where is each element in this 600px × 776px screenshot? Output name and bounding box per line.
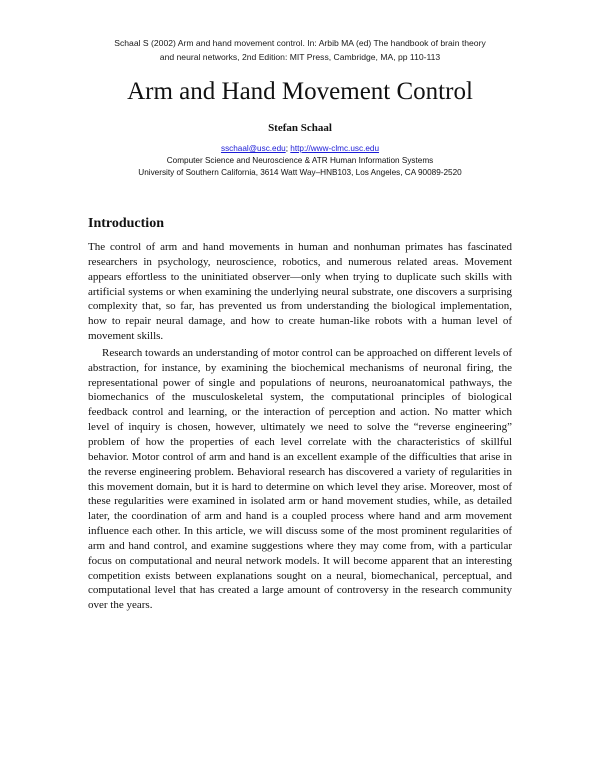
citation-header <box>40 36 560 64</box>
citation-line-1: Schaal S (2002) Arm and hand movement control. In: Arbib MA (ed) The handbook of brain theory <box>114 38 486 48</box>
citation-line-2: and neural networks, 2nd Edition: MIT Press, Cambridge, MA, pp 110-113 <box>159 52 441 62</box>
paragraph-1: The control of arm and hand movements in human and nonhuman primates has fascinated researchers in psychology, neuroscience, robotics, and numerous related areas. Movement appears effortless to the uninitiated observer—only when trying to duplicate such skills with artificial systems or when examining the underlying neural substrate, one discovers a surprising complexity that, so far, has prevented us from understanding the biological implementation, how to repair neural damage, and how to create human-like robots with a human level of movement skills. <box>88 241 512 343</box>
website-link[interactable]: http://www-clmc.usc.edu <box>290 144 380 153</box>
contact-links <box>60 143 540 155</box>
paragraph-2: Research towards an understanding of motor control can be approached on different levels of abstraction, for instance, by examining the biochemical mechanisms of neuronal firing, the representational power of single and populations of neurons, neuroanatomical pathways, the biomechanics of the musculoskeletal system, the computational principles of biological feedback control and learning, or the interaction of perception and action. No matter which level of inquiry is chosen, however, ultimately we need to solve the “reverse engineering” problem of how the properties of each level correlate with the characteristics of skillful behavior. Motor control of arm and hand is an excellent example of the difficulties that arise in the reverse engineering problem. Behavioral research has discovered a variety of regularities in this movement domain, but it is hard to determine on which level they arise. Moreover, most of these regularities were examined in isolated arm or hand movement studies, while, as detailed later, the coordination of arm and hand is a coupled process where hand and arm movement influence each other. In this article, we will discuss some of the most prominent regularities of arm and hand control, and examine suggestions where they may come from, with a particular focus on computational and neural network models. It will become apparent that an interesting competition exists between explanations sought on a neural, biomechanical, perceptual, and computational level that has created a large amount of controversy in the research community over the years. <box>88 346 513 612</box>
author-name: Stefan Schaal <box>268 122 332 134</box>
author-contact <box>60 143 540 179</box>
affiliation-line-1: Computer Science and Neuroscience & ATR Human Information Systems <box>166 156 434 165</box>
body-text <box>88 240 512 613</box>
section-heading: Introduction <box>88 216 164 231</box>
link-separator: ; <box>285 144 291 153</box>
affiliation-line-2: University of Southern California, 3614 Watt Way–HNB103, Los Angeles, CA 90089-2520 <box>138 168 462 177</box>
email-link[interactable]: sschaal@usc.edu <box>220 144 286 153</box>
paper-title: Arm and Hand Movement Control <box>127 78 473 105</box>
